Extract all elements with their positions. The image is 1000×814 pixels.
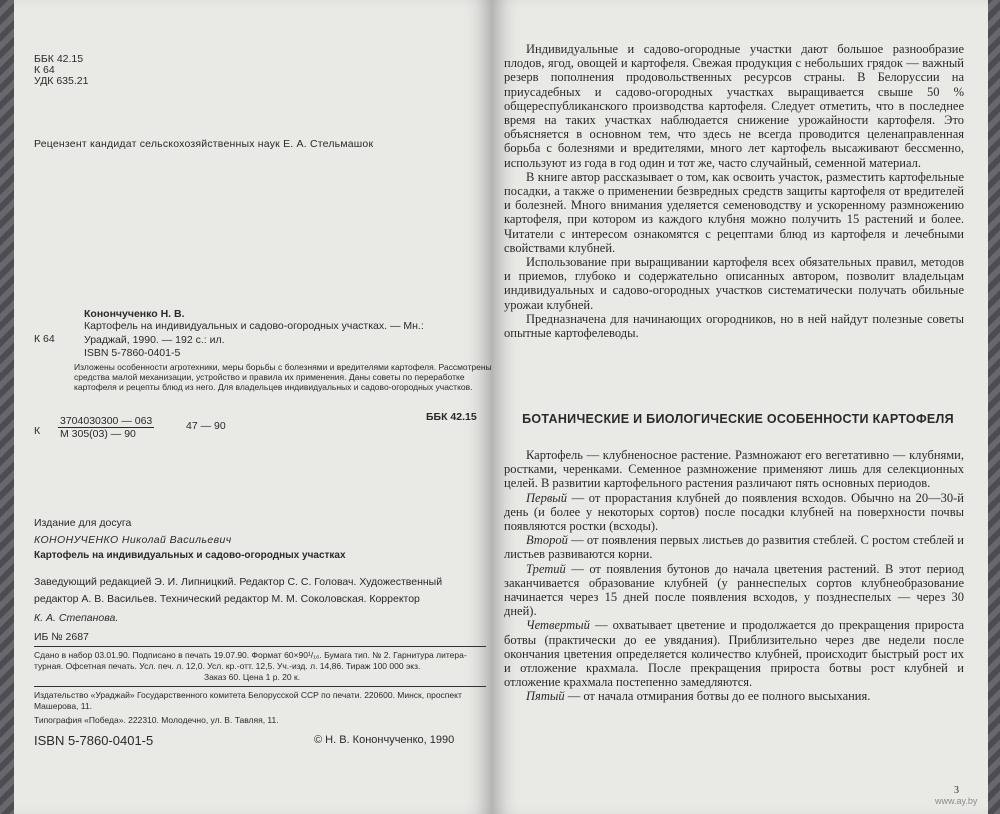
card-publisher-line: Ураджай, 1990. — 192 с.: ил. — [84, 334, 225, 346]
print-info-2: турная. Офсетная печать. Усл. печ. л. 12,0. Усл. кр.-отт. 12,5. Уч.-изд. л. 14,86. Тираж 100 000 экз. — [34, 661, 421, 671]
imprint-staff: Заведующий редакцией Э. И. Липницкий. Редактор С. С. Головач. Художественный редактор А. В. Васильев. Технический редактор М. М. Соколовская. Корректор — [34, 576, 443, 605]
period-name: Пятый — [526, 689, 565, 704]
period-text: — от появления бутонов до начала цветения растений. В этот период заканчивается образование клубней (у раннеспелых сортов клубнеобразование начинается через 15 дней после появления всходов, у позднеспелых — через 30 дней). — [504, 561, 964, 619]
copyright-line: © Н. В. Конончученко, 1990 — [314, 734, 455, 746]
period-name: Первый — [526, 490, 567, 505]
section-text — [504, 448, 964, 704]
period-name: Четвертый — [526, 618, 590, 633]
divider-1 — [34, 646, 486, 647]
publisher-address-1: Издательство «Ураджай» Государственного комитета Белорусской ССР по печати. 220600. Минск, проспект — [34, 690, 462, 700]
k-line: К 64 — [34, 64, 55, 76]
printer-address: Типография «Победа». 222310. Молодечно, ул. В. Тавляя, 11. — [34, 715, 279, 725]
intro-text — [504, 42, 964, 340]
edition-label: Издание для досуга — [34, 517, 132, 529]
right-page — [492, 0, 988, 814]
intro-paragraph-2: В книге автор рассказывает о том, как освоить участок, разместить картофельные посадки, а также о применении безвредных средств защиты картофеля от вредителей и болезней. Много внимания уделяется семеноводству и ускоренному размножению картофеля, при котором из каждого клубня можно получить 15 растений и более. Читатели с интересом ознакомятся с рецептами блюд из картофеля и лечебными свойствами клубней. — [504, 169, 964, 255]
divider-2 — [34, 686, 486, 687]
imprint-title: Картофель на индивидуальных и садово-огородных участках — [34, 550, 346, 561]
publisher-address-2: Машерова, 11. — [34, 701, 92, 711]
fraction-suffix: 47 — 90 — [186, 420, 226, 432]
author-full-name: КОНОНУЧЕНКО Николай Васильевич — [34, 534, 232, 546]
card-title-line: Картофель на индивидуальных и садово-огородных участках. — Мн.: — [84, 320, 424, 332]
card-k-letter: К — [34, 425, 41, 437]
intro-paragraph-3: Использование при выращивании картофеля всех обязательных правил, методов и приемов, глубоко и содержательно описанных автором, позволит владельцам индивидуальных и садово-огородных участков систематически получать обильные урожаи клубней. — [504, 255, 964, 312]
left-page — [14, 0, 492, 814]
isbn-bottom: ISBN 5-7860-0401-5 — [34, 733, 154, 748]
card-bbk-right: ББК 42.15 — [426, 411, 477, 423]
period-second — [504, 533, 964, 561]
card-abstract: Изложены особенности агротехники, меры борьбы с болезнями и вредителями картофеля. Рассмотрены средства малой механизации, устройство и правила их применения. Даны советы по переработке картофеля и рецепты блюд из него. Для владельцев индивидуальных и садово-огородных участков. — [74, 362, 492, 392]
period-text: — от прорастания клубней до появления всходов. Обычно на 20—30-й день (и более у некоторых сортов) после посадки клубней на поверхности почвы появляются ростки (всходы). — [504, 490, 964, 534]
intro-paragraph-1: Индивидуальные и садово-огородные участки дают большое разнообразие плодов, ягод, овощей и картофеля. Свежая продукция с небольших грядок — важный резерв пополнения продовольственных ресурсов страны. В Белоруссии на приусадебных и садово-огородных участках выращивается свыше 50 % общереспубликанского производства картофеля. Следует отметить, что в последнее время на таких участках наблюдается снижение урожайности картофеля. Это объясняется в основном тем, что здесь не всегда проводится целенаправленная борьба с болезнями и вредителями, много лет картофель высаживают бессменно, используют из года в год один и тот же, часто случайный, семенной материал. — [504, 42, 964, 170]
period-first — [504, 491, 964, 534]
udk-line: УДК 635.21 — [34, 75, 89, 87]
reviewer-line: Рецензент кандидат сельскохозяйственных наук Е. А. Стельмашок — [34, 138, 374, 150]
imprint-corrector: К. А. Степанова. — [34, 612, 119, 624]
intro-paragraph-4: Предназначена для начинающих огородников, но в ней найдут полезные советы опытные картофелеводы. — [504, 311, 964, 341]
bbk-classification — [34, 54, 88, 87]
period-text: — охватывает цветение и продолжается до прекращения прироста ботвы (практически до ее увядания). Приблизительно через две недели после окончания цветения определяется количество клубней, происходит быстрый рост их и отложение крахмала. После прекращения прироста ботвы рост клубней и отложение крахмала постепенно замедляются. — [504, 618, 964, 690]
section-heading: БОТАНИЧЕСКИЕ И БИОЛОГИЧЕСКИЕ ОСОБЕННОСТИ КАРТОФЕЛЯ — [522, 412, 954, 426]
period-text: — от начала отмирания ботвы до ее полного высыхания. — [564, 689, 871, 704]
period-third — [504, 562, 964, 619]
print-info-3: Заказ 60. Цена 1 р. 20 к. — [204, 672, 301, 682]
print-info-1: Сдано в набор 03.01.90. Подписано в печать 19.07.90. Формат 60×90¹/₁₆. Бумага тип. № 2. Гарнитура литера- — [34, 650, 467, 660]
watermark: www.ay.by — [935, 796, 978, 806]
period-text: — от появления первых листьев до развития стеблей. С ростом стеблей и листьев развиваются корни. — [504, 533, 964, 562]
card-isbn-line: ISBN 5-7860-0401-5 — [84, 347, 181, 359]
card-k-code: К 64 — [34, 333, 55, 345]
fraction-numerator: 3704030300 — 063 — [60, 415, 153, 427]
period-fourth — [504, 618, 964, 689]
section-paragraph-1: Картофель — клубненосное растение. Размножают его вегетативно — клубнями, ростками, черенками. Семенное размножение применяют лишь для селекционных целей. В развитии картофельного растения различают пять основных периодов. — [504, 448, 964, 491]
card-author: Конончученко Н. В. — [84, 308, 185, 320]
ib-number: ИБ № 2687 — [34, 631, 89, 643]
period-fifth — [504, 689, 964, 703]
page-number: 3 — [954, 785, 959, 796]
bbk-line: ББК 42.15 — [34, 53, 84, 65]
period-name: Второй — [526, 533, 568, 548]
fraction-denominator: М 305(03) — 90 — [60, 428, 136, 440]
period-name: Третий — [526, 561, 566, 576]
